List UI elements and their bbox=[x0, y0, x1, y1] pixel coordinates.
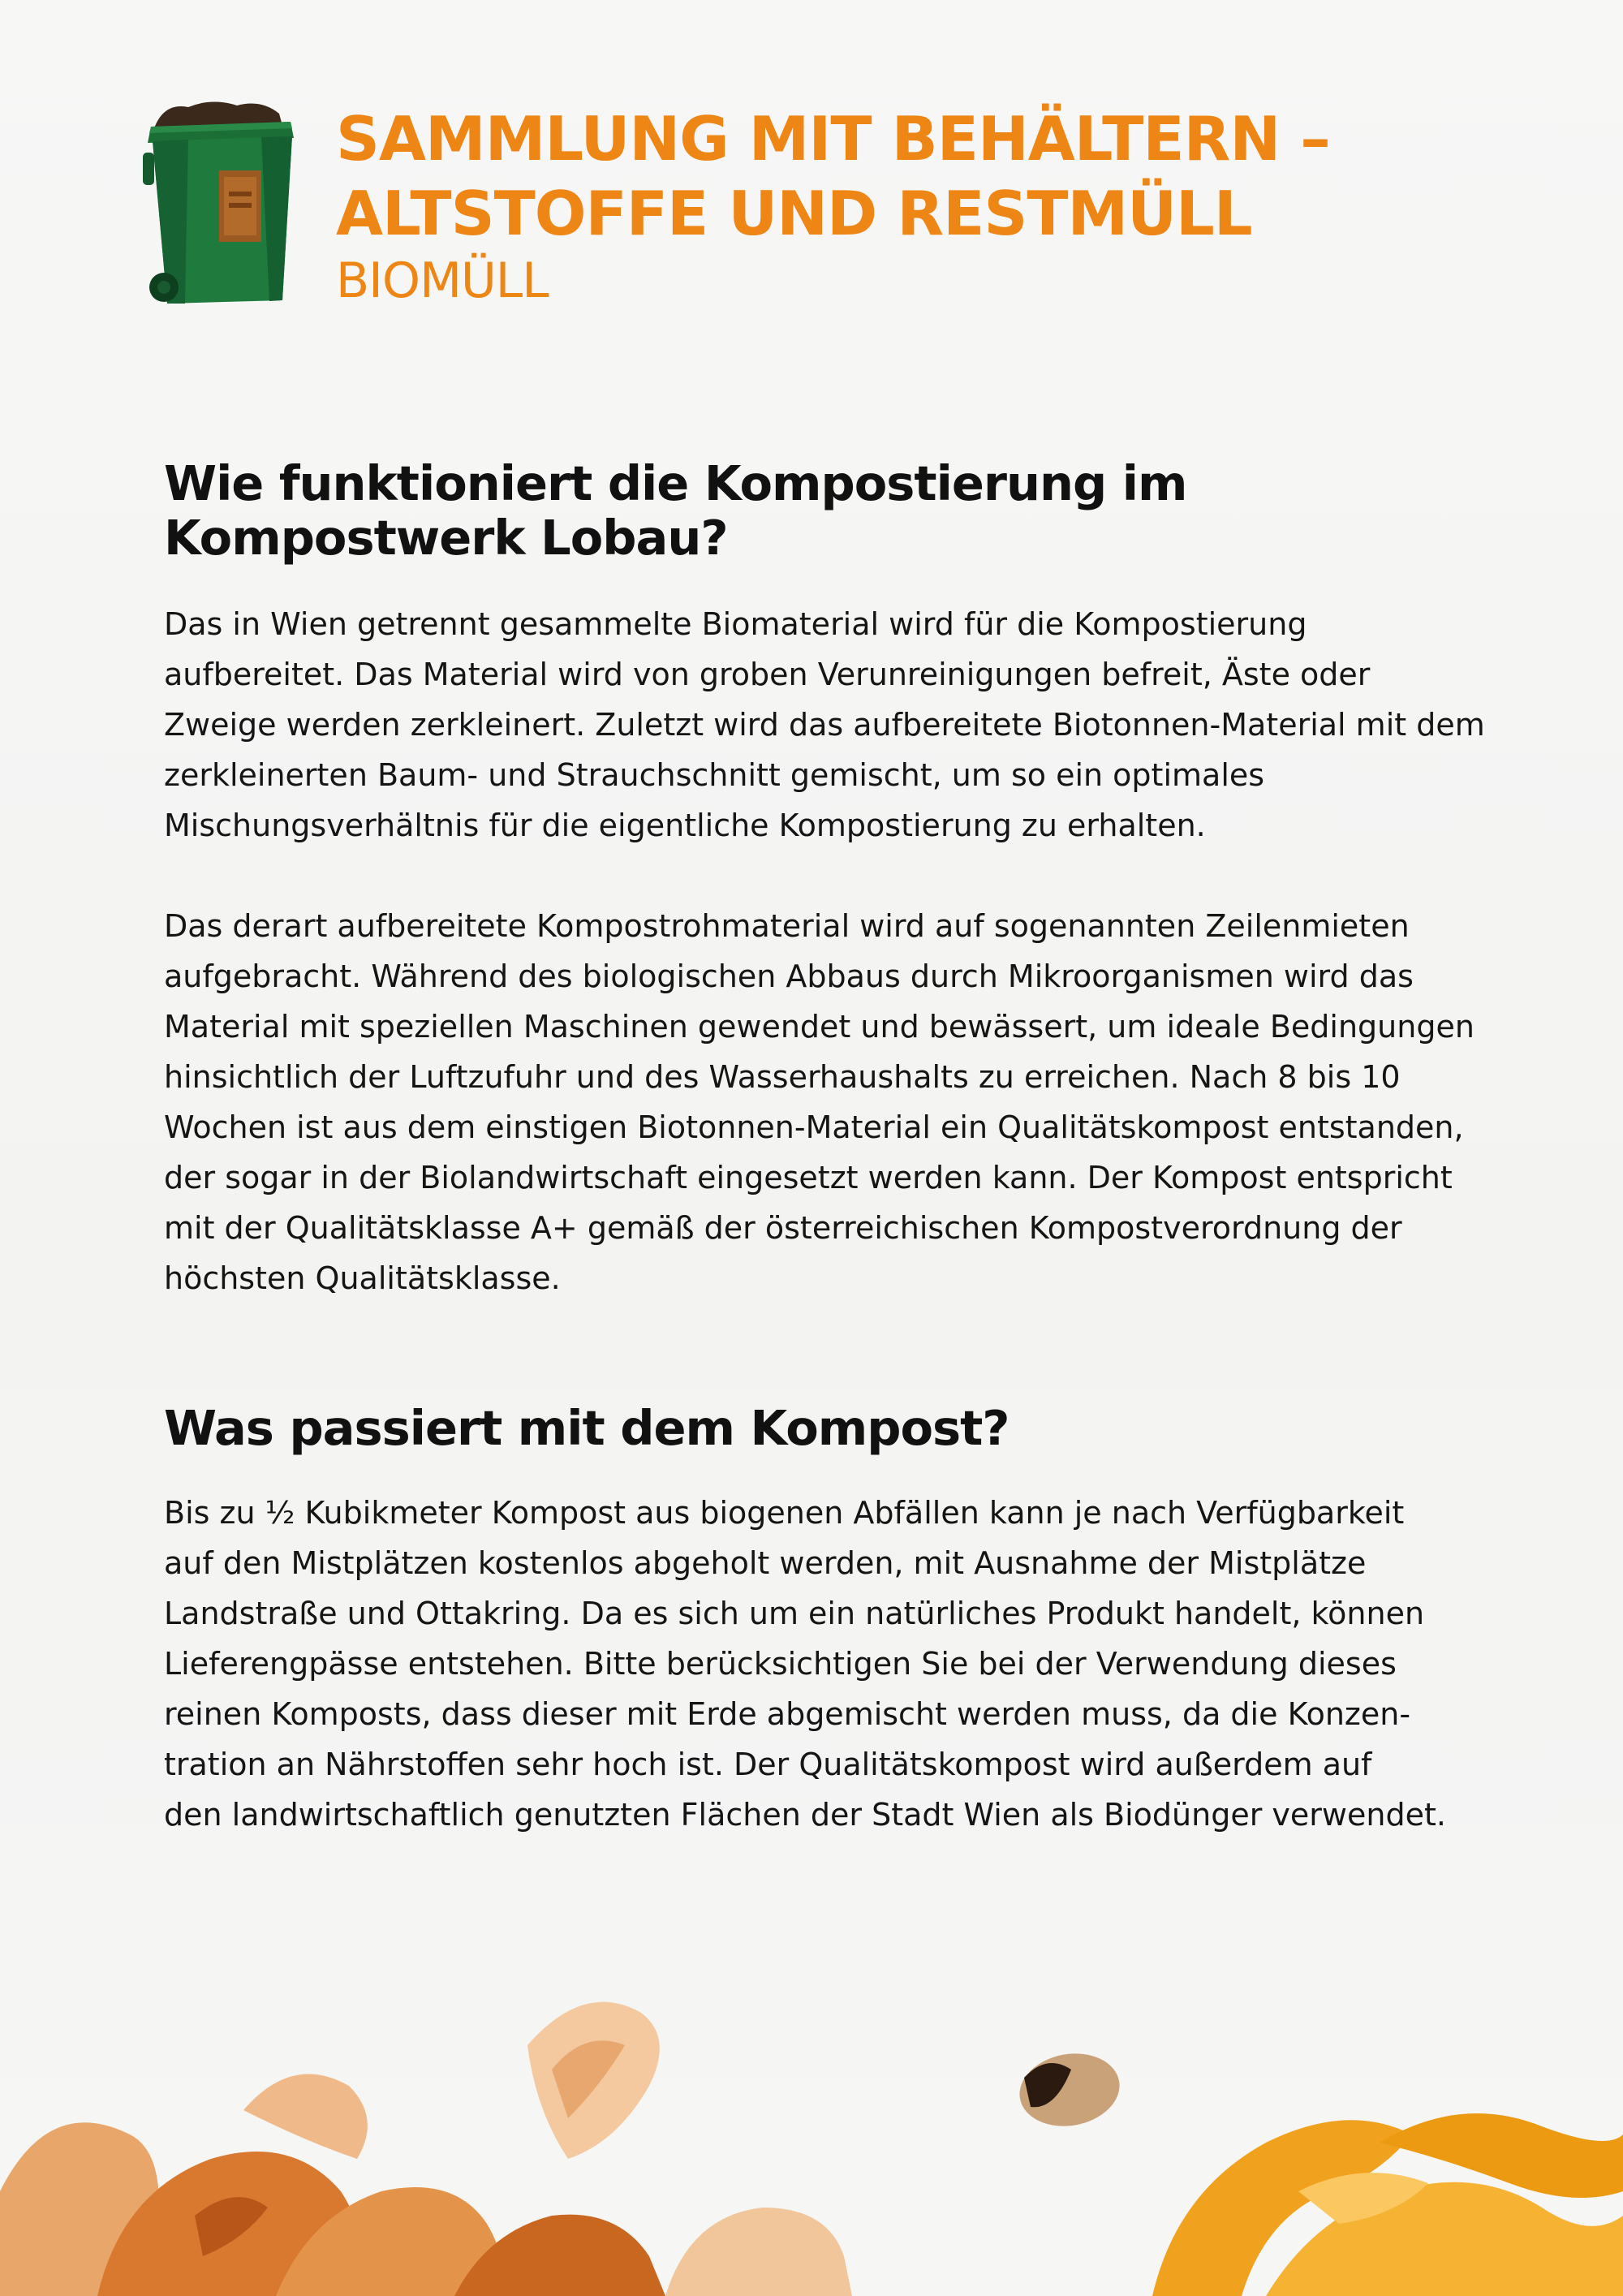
text-line: Landstraße und Ottakring. Da es sich um ein natürliches Produkt handelt, können bbox=[164, 1596, 1425, 1631]
seed-icon bbox=[1014, 2046, 1125, 2134]
text-line: den landwirtschaftlich genutzten Flächen der Stadt Wien als Biodünger verwendet. bbox=[164, 1797, 1446, 1833]
page-header bbox=[0, 0, 1623, 341]
text-line: reinen Komposts, dass dieser mit Erde abgemischt werden muss, da die Konzen- bbox=[164, 1696, 1411, 1732]
section-heading-composting bbox=[164, 456, 1543, 565]
text-line: mit der Qualitätsklasse A+ gemäß der österreichischen Kompostverordnung der bbox=[164, 1210, 1402, 1246]
page-subtitle: BIOMÜLL bbox=[336, 252, 549, 309]
text-line: höchsten Qualitätsklasse. bbox=[164, 1260, 561, 1296]
text-line: zerkleinerten Baum- und Strauchschnitt gemischt, um so ein optimales bbox=[164, 757, 1265, 793]
text-line: Mischungsverhältnis für die eigentliche Kompostierung zu erhalten. bbox=[164, 808, 1206, 843]
text-line: Das derart aufbereitete Kompostrohmaterial wird auf sogenannten Zeilenmieten bbox=[164, 908, 1410, 944]
text-line: Zweige werden zerkleinert. Zuletzt wird das aufbereitete Biotonnen-Material mit dem bbox=[164, 707, 1485, 743]
page-title-line: ALTSTOFFE UND RESTMÜLL bbox=[336, 178, 1252, 249]
heading-line: Kompostwerk Lobau? bbox=[164, 510, 728, 566]
paragraph-preparation bbox=[164, 599, 1543, 851]
text-line: hinsichtlich der Luftzufuhr und des Wasserhaushalts zu erreichen. Nach 8 bis 10 bbox=[164, 1059, 1401, 1095]
text-line: aufgebracht. Während des biologischen Abbaus durch Mikroorganismen wird das bbox=[164, 958, 1414, 994]
text-line: Bis zu ½ Kubikmeter Kompost aus biogenen Abfällen kann je nach Verfügbarkeit bbox=[164, 1495, 1405, 1531]
text-line: aufbereitet. Das Material wird von groben Verunreinigungen befreit, Äste oder bbox=[164, 657, 1371, 692]
text-line: Wochen ist aus dem einstigen Biotonnen-Material ein Qualitätskompost entstanden, bbox=[164, 1109, 1464, 1145]
footer-decoration bbox=[0, 1948, 1623, 2296]
page-title-line: SAMMLUNG MIT BEHÄLTERN – bbox=[336, 103, 1330, 174]
heading-line: Wie funktioniert die Kompostierung im bbox=[164, 455, 1187, 511]
compost-bin-icon bbox=[140, 96, 302, 312]
title-block bbox=[336, 101, 1586, 309]
text-line: Material mit speziellen Maschinen gewendet und bewässert, um ideale Bedingungen bbox=[164, 1009, 1474, 1045]
page-title bbox=[336, 101, 1586, 251]
main-content bbox=[164, 456, 1543, 1840]
section-heading-compost-use: Was passiert mit dem Kompost? bbox=[164, 1400, 1010, 1456]
text-line: Lieferengpässe entstehen. Bitte berücksichtigen Sie bei der Verwendung dieses bbox=[164, 1646, 1397, 1682]
text-line: auf den Mistplätzen kostenlos abgeholt werden, mit Ausnahme der Mistplätze bbox=[164, 1545, 1367, 1581]
text-line: tration an Nährstoffen sehr hoch ist. Der Qualitätskompost wird außerdem auf bbox=[164, 1747, 1372, 1782]
paragraph-compost-use bbox=[164, 1488, 1543, 1840]
onion-peels-icon bbox=[0, 2002, 852, 2296]
paragraph-composting-process bbox=[164, 901, 1543, 1303]
vegetable-peel-icon bbox=[1152, 2113, 1623, 2296]
text-line: Das in Wien getrennt gesammelte Biomaterial wird für die Kompostierung bbox=[164, 606, 1307, 642]
text-line: der sogar in der Biolandwirtschaft eingesetzt werden kann. Der Kompost entspricht bbox=[164, 1160, 1453, 1195]
